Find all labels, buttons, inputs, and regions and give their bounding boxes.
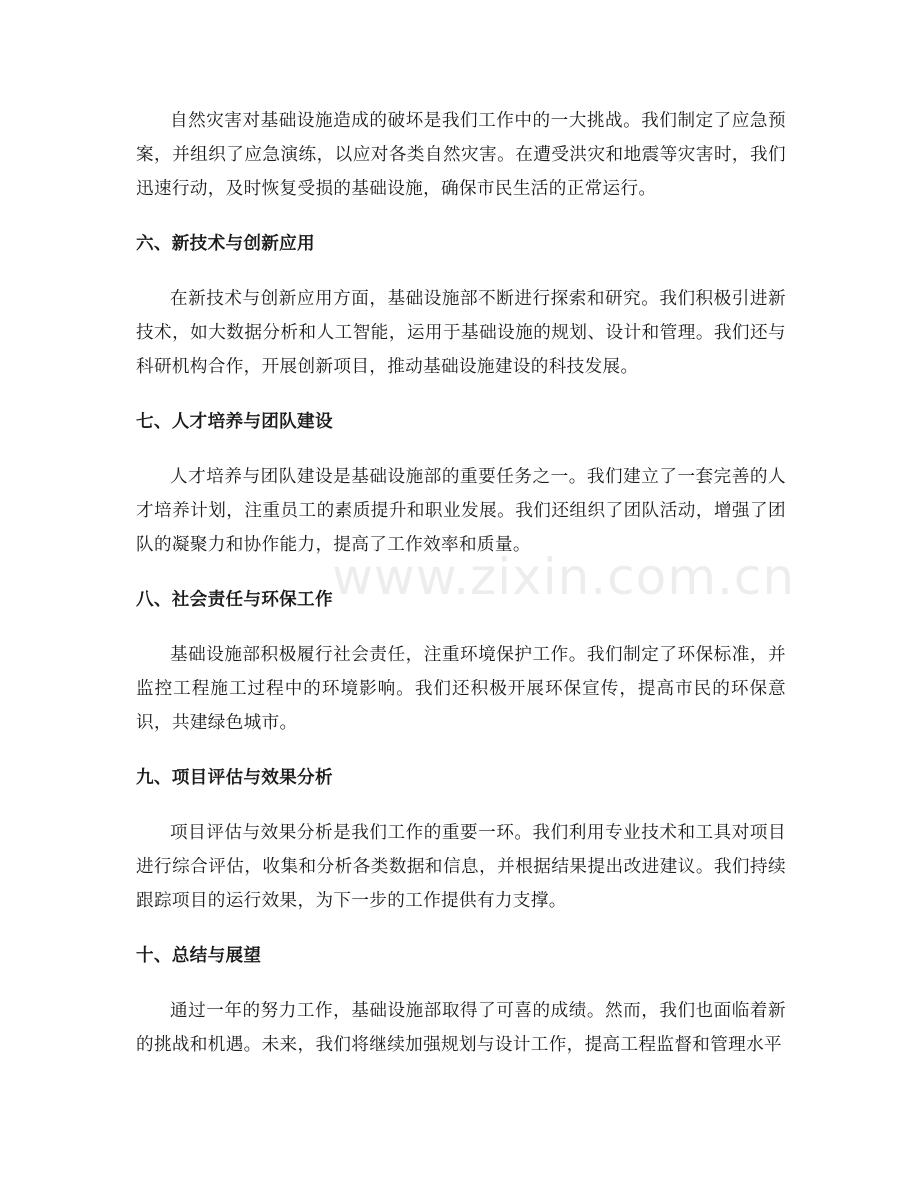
- section-heading-10: 十、总结与展望: [136, 946, 262, 966]
- section-heading-9: 九、项目评估与效果分析: [136, 768, 333, 788]
- watermark-text: www.zixin.com.cn: [332, 548, 796, 606]
- document-body: [136, 104, 786, 1062]
- section-paragraph-10: 通过一年的努力工作，基础设施部取得了可喜的成绩。然而，我们也面临着新的挑战和机遇。未来，我们将继续加强规划与设计工作，提高工程监督和管理水平: [136, 1001, 786, 1055]
- section-heading-6: 六、新技术与创新应用: [136, 234, 315, 254]
- section-heading-7: 七、人才培养与团队建设: [136, 412, 333, 432]
- section-paragraph-9: 项目评估与效果分析是我们工作的重要一环。我们利用专业技术和工具对项目进行综合评估，收集和分析各类数据和信息，并根据结果提出改进建议。我们持续跟踪项目的运行效果，为下一步的工作提供有力支撑。: [136, 823, 786, 911]
- section-paragraph-7: 人才培养与团队建设是基础设施部的重要任务之一。我们建立了一套完善的人才培养计划，注重员工的素质提升和职业发展。我们还组织了团队活动，增强了团队的凝聚力和协作能力，提高了工作效率和质量。: [136, 467, 786, 555]
- section-paragraph-6: 在新技术与创新应用方面，基础设施部不断进行探索和研究。我们积极引进新技术，如大数据分析和人工智能，运用于基础设施的规划、设计和管理。我们还与科研机构合作，开展创新项目，推动基础设施建设的科技发展。: [136, 289, 786, 377]
- section-paragraph-8: 基础设施部积极履行社会责任，注重环境保护工作。我们制定了环保标准，并监控工程施工过程中的环境影响。我们还积极开展环保宣传，提高市民的环保意识，共建绿色城市。: [136, 645, 786, 733]
- section-heading-8: 八、社会责任与环保工作: [136, 590, 333, 610]
- intro-paragraph: 自然灾害对基础设施造成的破坏是我们工作中的一大挑战。我们制定了应急预案，并组织了应急演练，以应对各类自然灾害。在遭受洪灾和地震等灾害时，我们迅速行动，及时恢复受损的基础设施，确保市民生活的正常运行。: [136, 111, 786, 199]
